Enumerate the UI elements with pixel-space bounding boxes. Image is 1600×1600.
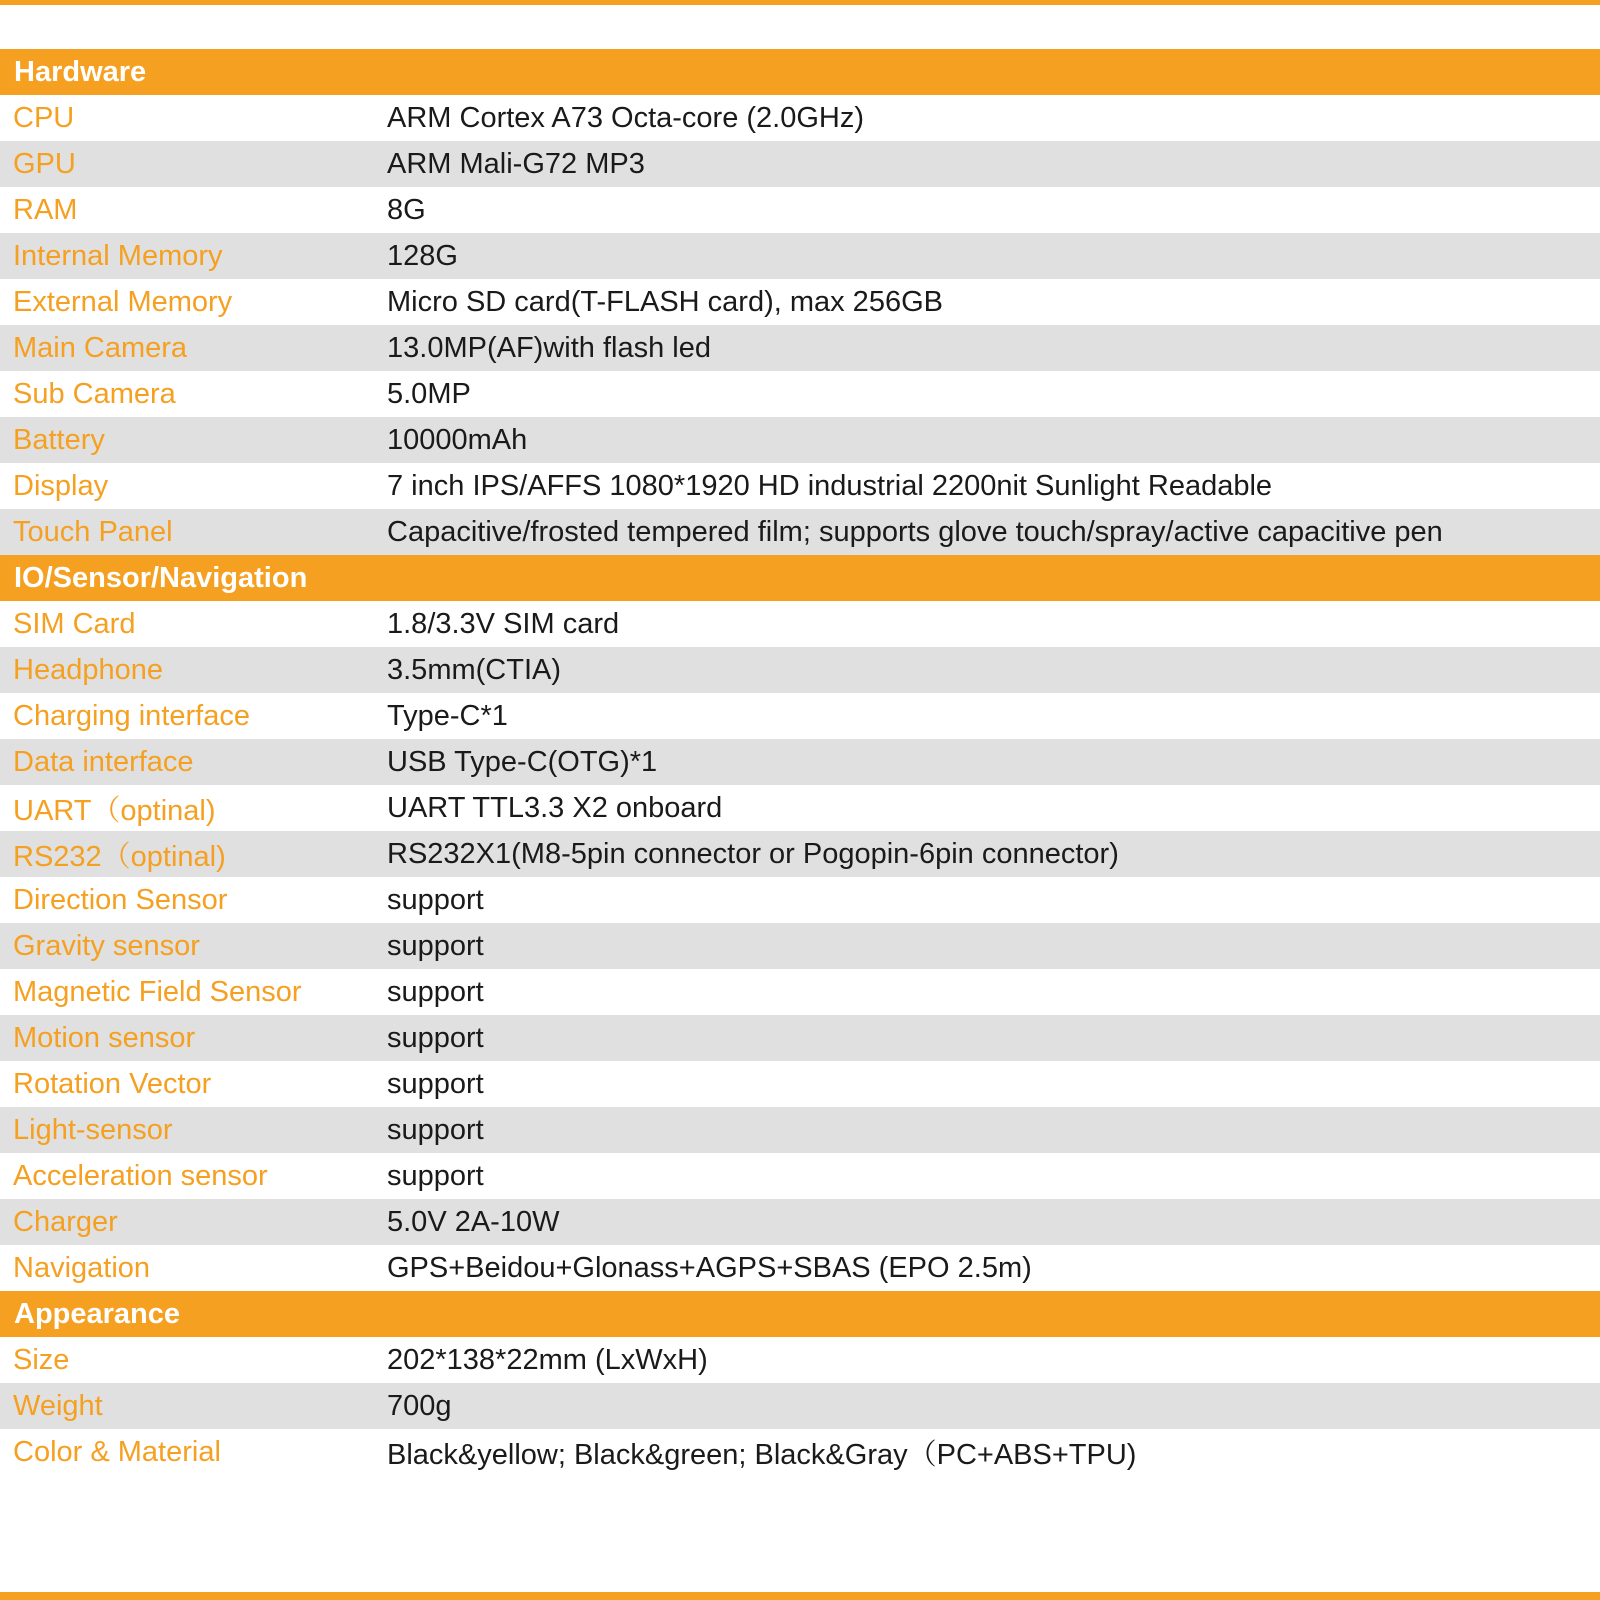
spec-label: Display (13, 469, 109, 502)
spec-row (0, 877, 1600, 923)
spec-value: 13.0MP(AF)with flash led (387, 331, 711, 364)
spec-label: RS232（optinal) (13, 840, 226, 873)
spec-value: 128G (387, 239, 458, 272)
spec-value: support (387, 1021, 484, 1054)
spec-label: Light-sensor (13, 1113, 173, 1146)
spec-row (0, 1337, 1600, 1383)
spec-row (0, 693, 1600, 739)
spec-table (0, 49, 1600, 1475)
spec-value: 8G (387, 193, 426, 226)
spec-row (0, 647, 1600, 693)
spec-value: GPS+Beidou+Glonass+AGPS+SBAS (EPO 2.5m) (387, 1251, 1032, 1284)
spec-value: 202*138*22mm (LxWxH) (387, 1343, 708, 1376)
bottom-accent-rule (0, 1592, 1600, 1600)
spec-label: CPU (13, 101, 75, 134)
spec-row (0, 95, 1600, 141)
spec-value: RS232X1(M8-5pin connector or Pogopin-6pin connector) (387, 837, 1119, 870)
spec-label: Main Camera (13, 331, 188, 364)
spec-value: support (387, 1067, 484, 1100)
spec-value: 1.8/3.3V SIM card (387, 607, 620, 640)
spec-value: 700g (387, 1389, 452, 1422)
spec-row (0, 279, 1600, 325)
spec-value: USB Type-C(OTG)*1 (387, 745, 658, 778)
section-header (0, 555, 1600, 601)
spec-label: Charging interface (13, 699, 250, 732)
spec-value: Capacitive/frosted tempered film; supports glove touch/spray/active capacitive pen (387, 515, 1443, 548)
spec-row (0, 785, 1600, 831)
spec-label: Data interface (13, 745, 194, 778)
spec-label: Motion sensor (13, 1021, 196, 1054)
spec-row (0, 831, 1600, 877)
spec-row (0, 233, 1600, 279)
spec-label: Acceleration sensor (13, 1159, 268, 1192)
spec-value: 7 inch IPS/AFFS 1080*1920 HD industrial 2200nit Sunlight Readable (387, 469, 1273, 502)
spec-row (0, 417, 1600, 463)
spec-label: Magnetic Field Sensor (13, 975, 302, 1008)
spec-value: 10000mAh (387, 423, 528, 456)
section-header (0, 1291, 1600, 1337)
section-header (0, 49, 1600, 95)
top-accent-rule (0, 0, 1600, 5)
spec-row (0, 1245, 1600, 1291)
spec-value: 3.5mm(CTIA) (387, 653, 561, 686)
spec-label: Headphone (13, 653, 163, 686)
spec-label: External Memory (13, 285, 233, 318)
spec-value: support (387, 975, 484, 1008)
spec-label: Touch Panel (13, 515, 173, 548)
spec-row (0, 1153, 1600, 1199)
spec-value: ARM Cortex A73 Octa-core (2.0GHz) (387, 101, 865, 134)
spec-row (0, 1015, 1600, 1061)
spec-value: Type-C*1 (387, 699, 508, 732)
spec-row (0, 923, 1600, 969)
spec-label: Weight (13, 1389, 103, 1422)
spec-label: Gravity sensor (13, 929, 200, 962)
spec-row (0, 1061, 1600, 1107)
spec-label: Charger (13, 1205, 118, 1238)
spec-row (0, 1199, 1600, 1245)
spec-row (0, 739, 1600, 785)
spec-row (0, 509, 1600, 555)
spec-row (0, 371, 1600, 417)
spec-label: Direction Sensor (13, 883, 228, 916)
spec-value: 5.0V 2A-10W (387, 1205, 560, 1238)
spec-label: Navigation (13, 1251, 151, 1284)
section-title: IO/Sensor/Navigation (14, 561, 308, 594)
spec-label: UART（optinal) (13, 794, 216, 827)
spec-row (0, 463, 1600, 509)
spec-label: GPU (13, 147, 76, 180)
spec-value: 5.0MP (387, 377, 471, 410)
spec-value: support (387, 1113, 484, 1146)
section-title: Hardware (14, 55, 147, 88)
spec-value: support (387, 1159, 484, 1192)
spec-label: Color & Material (13, 1435, 221, 1468)
spec-row (0, 1383, 1600, 1429)
spec-value: Micro SD card(T-FLASH card), max 256GB (387, 285, 943, 318)
spec-value: UART TTL3.3 X2 onboard (387, 791, 723, 824)
spec-value: support (387, 883, 484, 916)
spec-label: Sub Camera (13, 377, 176, 410)
spec-label: Size (13, 1343, 70, 1376)
spec-label: Internal Memory (13, 239, 223, 272)
spec-row (0, 601, 1600, 647)
spec-row (0, 187, 1600, 233)
spec-label: SIM Card (13, 607, 136, 640)
spec-row (0, 1429, 1600, 1475)
spec-row (0, 325, 1600, 371)
spec-value: support (387, 929, 484, 962)
spec-label: RAM (13, 193, 78, 226)
spec-row (0, 141, 1600, 187)
spec-value: Black&yellow; Black&green; Black&Gray（PC+ABS+TPU) (387, 1438, 1137, 1471)
spec-row (0, 1107, 1600, 1153)
spec-label: Rotation Vector (13, 1067, 212, 1100)
spec-row (0, 969, 1600, 1015)
spec-label: Battery (13, 423, 105, 456)
section-title: Appearance (14, 1297, 181, 1330)
spec-value: ARM Mali-G72 MP3 (387, 147, 645, 180)
